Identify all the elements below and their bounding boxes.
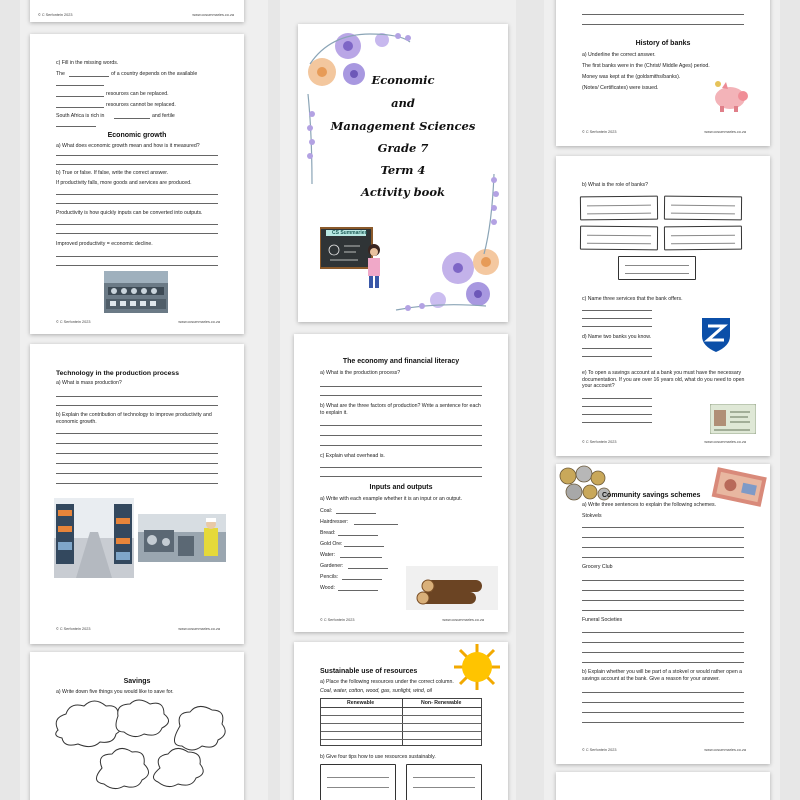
page-footer-right: www.ccsummaries.co.za	[704, 748, 746, 752]
worksheet-page-role-of-banks[interactable]	[556, 156, 770, 456]
item-bread: Bread:	[320, 530, 336, 536]
answer-box[interactable]	[664, 196, 742, 221]
sun-illustration	[448, 642, 506, 692]
thumbnail-column-1[interactable]	[20, 0, 268, 800]
answer-line	[582, 537, 744, 538]
section-heading: Sustainable use of resources	[320, 668, 418, 675]
section-heading-2: Inputs and outputs	[369, 484, 433, 491]
page-footer-right: www.ccsummaries.co.za	[442, 618, 484, 622]
subheading-funeral-societies: Funeral Societies	[582, 617, 623, 623]
answer-box[interactable]	[580, 226, 658, 251]
answer-line	[320, 467, 482, 468]
statement-2: Money was kept at the (goldsmiths/banks).	[582, 74, 681, 80]
answer-line	[582, 632, 744, 633]
statement-3: (Notes/ Certificates) were issued.	[582, 85, 659, 91]
answer-line	[320, 435, 482, 436]
item-hairdresser: Hairdresser:	[320, 519, 349, 525]
cover-title-line-6: Activity book	[360, 185, 445, 199]
cloud-answer-shapes	[50, 698, 230, 800]
answer-box[interactable]	[580, 196, 658, 221]
answer-line	[320, 395, 482, 396]
answer-line	[56, 194, 218, 195]
section-heading: Economic growth	[107, 132, 167, 139]
answer-line	[56, 443, 218, 444]
answer-line	[320, 445, 482, 446]
cover-title-line-1: Economic	[371, 73, 435, 87]
answer-line	[56, 203, 218, 204]
answer-line	[56, 224, 218, 225]
section-heading: Community savings schemes	[602, 492, 701, 499]
answer-line	[56, 463, 218, 464]
worksheet-page-community-savings[interactable]	[556, 464, 770, 764]
answer-box[interactable]	[618, 256, 696, 280]
answer-line	[582, 348, 652, 349]
blank-line	[69, 76, 109, 77]
blank-line	[340, 557, 382, 558]
answer-line	[56, 405, 218, 406]
answer-line	[582, 422, 652, 423]
answer-line	[56, 233, 218, 234]
answer-line	[582, 398, 652, 399]
factory-conveyor-photo	[104, 271, 168, 313]
answer-box[interactable]	[664, 226, 742, 251]
item-coal: Coal:	[320, 508, 333, 514]
item-gold-ore: Gold Ore:	[320, 541, 343, 547]
fill-line-4a: South Africa is rich in	[56, 113, 105, 119]
answer-line	[56, 483, 218, 484]
question-a: a) What does economic growth mean and how is it measured?	[56, 143, 200, 149]
answer-line	[582, 356, 652, 357]
worksheet-page-savings[interactable]	[30, 652, 244, 800]
blank-line	[56, 96, 104, 97]
section-heading: The economy and financial literacy	[342, 358, 460, 365]
standard-bank-logo	[700, 316, 732, 352]
statement-3: Improved productivity = economic decline.	[56, 241, 153, 247]
factory-worker-photo	[138, 514, 226, 562]
answer-line	[56, 265, 218, 266]
cover-title-line-2: and	[391, 96, 415, 110]
question-d: d) Name two banks you know.	[582, 334, 652, 340]
blank-line	[342, 579, 382, 580]
question-a: a) What is the production process?	[320, 370, 401, 376]
question-a: a) Write three sentences to explain the following schemes.	[582, 502, 716, 508]
banknotes-image	[708, 464, 770, 512]
answer-line	[320, 425, 482, 426]
page-footer-left: © C Serfontein 2023	[582, 748, 617, 752]
question-a: a) Underline the correct answer.	[582, 52, 656, 58]
answer-line	[582, 600, 744, 601]
cover-title-line-5: Term 4	[380, 163, 426, 177]
question-b: b) Explain whether you will be part of a stokvel or would rather open a savings account at the bank. Give a reason for your answer.	[582, 669, 743, 682]
answer-line	[582, 580, 744, 581]
fill-line-2: resources can be replaced.	[106, 91, 169, 97]
page-footer-right: www.ccsummaries.co.za	[704, 440, 746, 444]
question-c: c) Fill in the missing words.	[56, 60, 119, 66]
subheading-grocery-club: Grocery Club	[582, 564, 613, 570]
question-c: c) Name three services that the bank offers.	[582, 296, 683, 302]
cover-title-line-3: Management Sciences	[330, 119, 476, 133]
blank-line	[114, 118, 150, 119]
page-footer-right: www.ccsummaries.co.za	[192, 13, 234, 17]
item-wood: Wood:	[320, 585, 335, 591]
question-b: b) True or false. If false, write the correct answer.	[56, 170, 169, 176]
statement-1: The first banks were in the (Christ/ Middle Ages) period.	[582, 63, 710, 69]
warehouse-photo	[54, 498, 134, 578]
cover-title-line-4: Grade 7	[377, 141, 429, 155]
worksheet-page-technology[interactable]	[30, 344, 244, 644]
blank-line	[56, 126, 96, 127]
page-footer-left: © C Serfontein 2023	[320, 618, 355, 622]
blank-line	[56, 85, 104, 86]
answer-line	[582, 318, 652, 319]
section-heading: History of banks	[635, 40, 691, 47]
question-b: b) What are the three factors of production? Write a sentence for each to explain it.	[320, 403, 481, 416]
page-footer-right: www.ccsummaries.co.za	[178, 627, 220, 631]
answer-line	[582, 712, 744, 713]
question-e: e) To open a savings account at a bank you must have the necessary documentation. If you are over 16 years old, what do you need to open your account?	[582, 370, 745, 389]
answer-line	[582, 692, 744, 693]
item-gardener: Gardener:	[320, 563, 344, 569]
page-footer-right: www.ccsummaries.co.za	[178, 320, 220, 324]
answer-line	[582, 662, 744, 663]
section-heading: Technology in the production process	[56, 370, 179, 377]
answer-line	[320, 386, 482, 387]
answer-line	[582, 702, 744, 703]
section-heading: Savings	[123, 678, 151, 685]
page-footer-left: © C Serfontein 2023	[582, 130, 617, 134]
fill-line-4b: and fertile	[152, 113, 175, 119]
thumbnail-column-3[interactable]	[544, 0, 780, 800]
blank-line	[56, 107, 104, 108]
answer-line	[56, 453, 218, 454]
answer-line	[56, 433, 218, 434]
question-c: c) Explain what overhead is.	[320, 453, 385, 459]
question-a: a) Place the following resources under the correct column.	[320, 679, 454, 685]
blank-line	[354, 524, 398, 525]
answer-line	[56, 155, 218, 156]
resources-table	[320, 698, 482, 746]
table-header-renewable: Renewable	[347, 700, 375, 706]
answer-box[interactable]	[406, 764, 482, 800]
resource-list: Coal, water, cotton, wood, gas, sunlight, wind, oil	[320, 688, 432, 694]
blank-line	[348, 568, 388, 569]
item-water: Water:	[320, 552, 336, 558]
worksheet-page-economy[interactable]	[294, 334, 508, 632]
piggy-bank-image	[710, 78, 750, 114]
question-a: a) Write down five things you would like to save for.	[56, 689, 174, 695]
answer-line	[582, 652, 744, 653]
fill-line-1b: of a country depends on the available	[111, 71, 198, 77]
fill-line-3: resources cannot be replaced.	[106, 102, 176, 108]
worksheet-page-economic-growth[interactable]	[30, 34, 244, 334]
blank-line	[338, 590, 378, 591]
answer-line	[56, 164, 218, 165]
answer-line	[582, 414, 652, 415]
answer-line	[56, 396, 218, 397]
blank-line	[344, 546, 384, 547]
answer-line	[582, 610, 744, 611]
page-footer-right: www.ccsummaries.co.za	[704, 130, 746, 134]
subheading-stokvels: Stokvels	[582, 513, 602, 519]
answer-line	[582, 642, 744, 643]
answer-line	[56, 256, 218, 257]
id-card-image	[710, 404, 756, 434]
worksheet-page-history-of-banks[interactable]	[556, 0, 770, 146]
question-b: b) Give four tips how to use resources sustainably.	[320, 754, 436, 760]
question-a2: a) Write with each example whether it is an input or an output.	[320, 496, 463, 502]
cover-page[interactable]	[298, 24, 508, 322]
statement-2: Productivity is how quickly inputs can be converted into outputs.	[56, 210, 203, 216]
answer-line	[582, 310, 652, 311]
worksheet-page-1[interactable]	[30, 0, 244, 22]
logo-badge-text: CS Summaries	[332, 230, 368, 236]
answer-line	[582, 14, 744, 15]
page-footer-left: © C Serfontein 2023	[38, 13, 73, 17]
thumbnail-column-2[interactable]	[280, 0, 516, 800]
answer-line	[582, 557, 744, 558]
item-pencils: Pencils:	[320, 574, 339, 580]
page-footer-left: © C Serfontein 2023	[56, 320, 91, 324]
answer-line	[582, 547, 744, 548]
answer-line	[582, 326, 652, 327]
page-footer-left: © C Serfontein 2023	[56, 627, 91, 631]
answer-line	[582, 527, 744, 528]
answer-line	[582, 590, 744, 591]
wood-logs-image	[406, 566, 498, 610]
worksheet-page-next[interactable]	[556, 772, 770, 800]
answer-line	[582, 406, 652, 407]
blank-line	[336, 513, 376, 514]
answer-box[interactable]	[320, 764, 396, 800]
question-a: a) What is mass production?	[56, 380, 122, 386]
question-b: b) Explain the contribution of technology to improve productivity and economic growth.	[56, 412, 212, 425]
statement-1: If productivity falls, more goods and services are produced.	[56, 180, 192, 186]
answer-line	[582, 24, 744, 25]
page-footer-left: © C Serfontein 2023	[582, 440, 617, 444]
question-b: b) What is the role of banks?	[582, 182, 649, 188]
blank-line	[338, 535, 378, 536]
answer-line	[320, 476, 482, 477]
worksheet-page-sustainable[interactable]	[294, 642, 508, 800]
answer-line	[582, 722, 744, 723]
answer-line	[56, 473, 218, 474]
fill-line-1a: The	[56, 71, 65, 77]
table-header-non-renewable: Non- Renewable	[421, 700, 462, 706]
